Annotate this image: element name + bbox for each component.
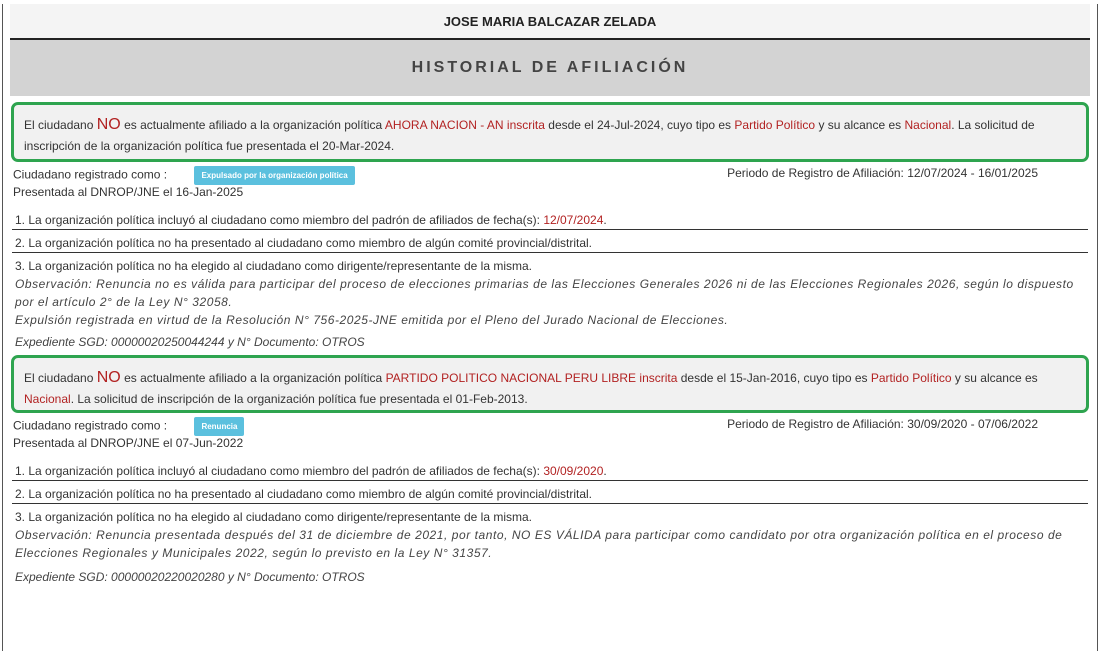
organization-type: Partido Político bbox=[734, 118, 816, 132]
organization-scope: Nacional bbox=[24, 392, 71, 406]
not-affiliated-flag: NO bbox=[96, 116, 121, 133]
registration-meta bbox=[3, 413, 1097, 451]
record-item: 1. La organización política incluyó al ciudadano como miembro del padrón de afiliados de fecha(s): 12/07/2024. bbox=[12, 207, 1088, 230]
registration-meta bbox=[3, 162, 1097, 200]
roster-date: 30/09/2020 bbox=[543, 464, 604, 478]
history-title: HISTORIAL DE AFILIACIÓN bbox=[10, 40, 1090, 96]
affiliation-history-panel bbox=[2, 4, 1098, 651]
expediente-info: Expediente SGD: 00000020220020280 y N° Documento: OTROS bbox=[15, 570, 365, 584]
roster-date: 12/07/2024 bbox=[543, 213, 604, 227]
presented-date: Presentada al DNROP/JNE el 16-Jan-2025 bbox=[13, 185, 244, 199]
organization-type: Partido Político bbox=[870, 371, 952, 385]
observation-text: Observación: Renuncia no es válida para participar del proceso de elecciones primarias de las Elecciones Generales 2026 ni de las Elecciones Regionales 2026, según lo dispuesto por el artículo 2° de la Ley N° 32058. bbox=[15, 277, 1074, 309]
record-item: 3. La organización política no ha elegido al ciudadano como dirigente/representante de la misma. bbox=[15, 510, 532, 524]
citizen-name: JOSE MARIA BALCAZAR ZELADA bbox=[10, 4, 1090, 40]
record-item: 3. La organización política no ha elegido al ciudadano como dirigente/representante de la misma. bbox=[15, 259, 532, 273]
observation-text: Observación: Renuncia presentada después del 31 de diciembre de 2021, por tanto, NO ES VÁLIDA para participar como candidato por otra organización política en el proceso de Elecciones Regionales y Municipales 2022, según lo previsto en la Ley N° 31357. bbox=[15, 528, 1063, 560]
record-item: 2. La organización política no ha presentado al ciudadano como miembro de algún comité provincial/distrital. bbox=[12, 481, 1088, 504]
registration-period: Periodo de Registro de Afiliación: 12/07/2024 - 16/01/2025 bbox=[727, 166, 1038, 180]
registered-as-label: Ciudadano registrado como : bbox=[13, 167, 168, 182]
presented-date: Presentada al DNROP/JNE el 07-Jun-2022 bbox=[13, 436, 244, 450]
affiliation-notice: El ciudadano NO es actualmente afiliado a la organización política PARTIDO POLITICO NACIONAL PERU LIBRE inscrita desde el 15-Jan-2016, cuyo tipo es Partido Político y su alcance es Nacional. La solicitud de inscripción de la organización política fue presentada el 01-Feb-2013. bbox=[11, 355, 1089, 413]
expulsion-note: Expulsión registrada en virtud de la Resolución N° 756-2025-JNE emitida por el Pleno del Jurado Nacional de Elecciones. bbox=[15, 313, 729, 327]
organization-name: PARTIDO POLITICO NACIONAL PERU LIBRE inscrita bbox=[385, 371, 678, 385]
registration-period: Periodo de Registro de Afiliación: 30/09/2020 - 07/06/2022 bbox=[727, 417, 1038, 431]
status-badge: Expulsado por la organización política bbox=[194, 166, 354, 185]
organization-name: AHORA NACION - AN inscrita bbox=[384, 118, 545, 132]
expediente-info: Expediente SGD: 00000020250044244 y N° Documento: OTROS bbox=[15, 335, 365, 349]
status-badge: Renuncia bbox=[194, 417, 244, 436]
record-item: 1. La organización política incluyó al ciudadano como miembro del padrón de afiliados de fecha(s): 30/09/2020. bbox=[12, 458, 1088, 481]
record-item: 2. La organización política no ha presentado al ciudadano como miembro de algún comité provincial/distrital. bbox=[12, 230, 1088, 253]
organization-scope: Nacional bbox=[904, 118, 952, 132]
not-affiliated-flag: NO bbox=[96, 369, 121, 386]
registered-as-label: Ciudadano registrado como : bbox=[13, 418, 168, 433]
affiliation-notice: El ciudadano NO es actualmente afiliado a la organización política AHORA NACION - AN inscrita desde el 24-Jul-2024, cuyo tipo es Partido Político y su alcance es Nacional. La solicitud de inscripción de la organización política fue presentada el 20-Mar-2024. bbox=[11, 102, 1089, 162]
